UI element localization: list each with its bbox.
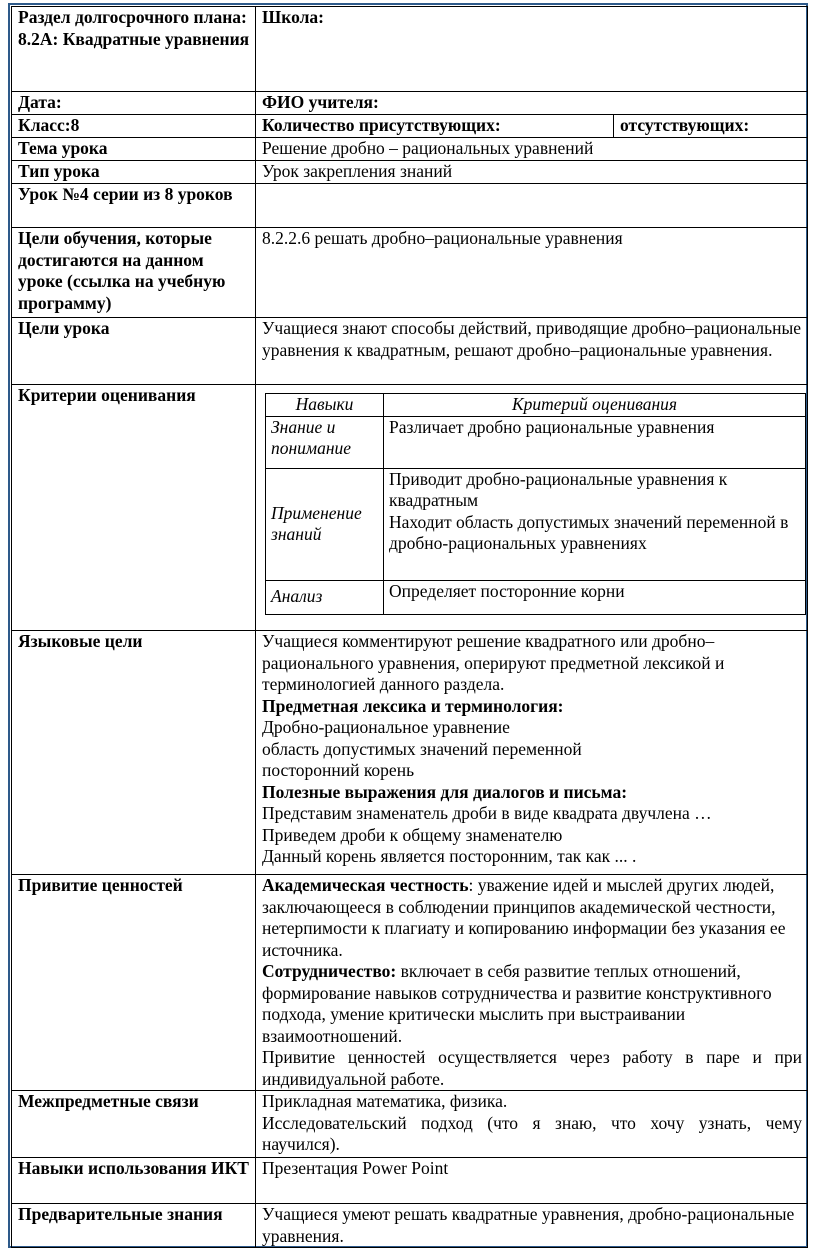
coop-paragraph	[262, 961, 802, 1047]
section-cell	[12, 7, 256, 92]
objectives-label: Цели обучения, которые достигаются на данном уроке (ссылка на учебную программу)	[12, 228, 256, 318]
series-value	[256, 184, 808, 228]
objectives-value: 8.2.2.6 решать дробно–рациональные уравнения	[256, 228, 808, 318]
criteria-row	[266, 468, 806, 580]
criteria-row	[266, 580, 806, 614]
row-language	[12, 631, 808, 875]
cross-label: Межпредметные связи	[12, 1091, 256, 1158]
row-prior	[12, 1204, 808, 1248]
values-closing: Привитие ценностей осуществляется через работу в паре и при индивидуальной работе.	[262, 1047, 802, 1089]
row-objectives	[12, 228, 808, 318]
values-label: Привитие ценностей	[12, 875, 256, 1091]
section-label: Раздел долгосрочного плана:	[18, 7, 247, 27]
vocab-heading: Предметная лексика и терминология:	[262, 695, 564, 716]
row-date	[12, 92, 808, 115]
topic-value: Решение дробно – рациональных уравнений	[256, 138, 808, 161]
criteria-col-skill: Навыки	[266, 394, 384, 417]
row-section	[12, 7, 808, 92]
type-label: Тип урока	[12, 161, 256, 184]
lesson-goals-label: Цели урока	[12, 318, 256, 385]
absent-label: отсутствующих:	[614, 115, 808, 138]
coop-text: включает в себя развитие теплых отношений, формирование навыков сотрудничества и развитие конструктивного подхода, умение критически мыслить при выстраивании взаимоотношений.	[262, 961, 772, 1046]
criteria-text: Находит область допустимых значений переменной в дробно-рациональных уравнениях	[389, 511, 789, 553]
lesson-plan-table	[11, 6, 808, 1248]
row-lesson-goals	[12, 318, 808, 385]
honesty-paragraph	[262, 875, 802, 961]
lesson-goals-value: Учащиеся знают способы действий, приводящие дробно–рациональные уравнения к квадратным, решают дробно–рациональные уравнения.	[256, 318, 808, 385]
criteria-text: Определяет посторонние корни	[384, 580, 806, 614]
teacher-label: ФИО учителя:	[256, 92, 808, 115]
language-intro: Учащиеся комментируют решение квадратного или дробно–рационального уравнения, оперируют предметной лексикой и терминологией данного раздела.	[262, 631, 725, 694]
criteria-cell	[256, 385, 808, 631]
section-value: 8.2А: Квадратные уравнения	[18, 28, 250, 49]
present-label: Количество присутствующих:	[256, 115, 614, 138]
criteria-skill: Анализ	[266, 580, 384, 614]
criteria-col-criterion: Критерий оценивания	[384, 394, 806, 417]
row-ict	[12, 1158, 808, 1204]
phrases-heading: Полезные выражения для диалогов и письма:	[262, 781, 628, 802]
vocab-item: Дробно-рациональное уравнение	[262, 717, 510, 737]
cross-line-2: Исследовательский подход (что я знаю, что хочу узнать, чему научился).	[262, 1112, 802, 1154]
date-label: Дата:	[12, 92, 256, 115]
row-class	[12, 115, 808, 138]
phrase-item: Приведем дроби к общему знаменателю	[262, 824, 563, 845]
criteria-skill: Знание и понимание	[266, 416, 384, 468]
topic-label: Тема урока	[12, 138, 256, 161]
honesty-heading: Академическая честность	[262, 875, 469, 895]
cross-cell	[256, 1091, 808, 1158]
class-label: Класс:8	[12, 115, 256, 138]
criteria-text: Приводит дробно-рациональные уравнения к квадратным	[389, 468, 728, 510]
phrase-item: Представим знаменатель дроби в виде квадрата двучлена …	[262, 803, 712, 823]
phrase-item: Данный корень является посторонним, так как ... .	[262, 846, 637, 866]
coop-heading: Сотрудничество:	[262, 961, 397, 981]
type-value: Урок закрепления знаний	[256, 161, 808, 184]
row-cross	[12, 1091, 808, 1158]
ict-value: Презентация Power Point	[256, 1158, 808, 1204]
criteria-table	[265, 393, 806, 615]
row-series	[12, 184, 808, 228]
row-criteria	[12, 385, 808, 631]
school-label: Школа:	[256, 7, 808, 92]
ict-label: Навыки использования ИКТ	[12, 1158, 256, 1204]
criteria-header-row	[266, 394, 806, 417]
honesty-text: : уважение идей и мыслей других людей, заключающееся в соблюдении принципов академической честности, нетерпимости к плагиату и копированию информации без указания ее источника.	[262, 875, 786, 960]
series-label: Урок №4 серии из 8 уроков	[12, 184, 256, 228]
criteria-label: Критерии оценивания	[12, 385, 256, 631]
row-type	[12, 161, 808, 184]
vocab-item: область допустимых значений переменной	[262, 738, 582, 759]
language-label: Языковые цели	[12, 631, 256, 875]
row-topic	[12, 138, 808, 161]
row-values	[12, 875, 808, 1091]
criteria-text-group	[384, 468, 806, 580]
cross-line-1: Прикладная математика, физика.	[262, 1091, 508, 1111]
prior-label: Предварительные знания	[12, 1204, 256, 1248]
language-cell	[256, 631, 808, 875]
criteria-text: Различает дробно рациональные уравнения	[384, 416, 806, 468]
criteria-skill: Применение знаний	[266, 468, 384, 580]
criteria-row	[266, 416, 806, 468]
values-cell	[256, 875, 808, 1091]
vocab-item: посторонний корень	[262, 760, 415, 780]
prior-value: Учащиеся умеют решать квадратные уравнения, дробно-рациональные уравнения.	[256, 1204, 808, 1248]
